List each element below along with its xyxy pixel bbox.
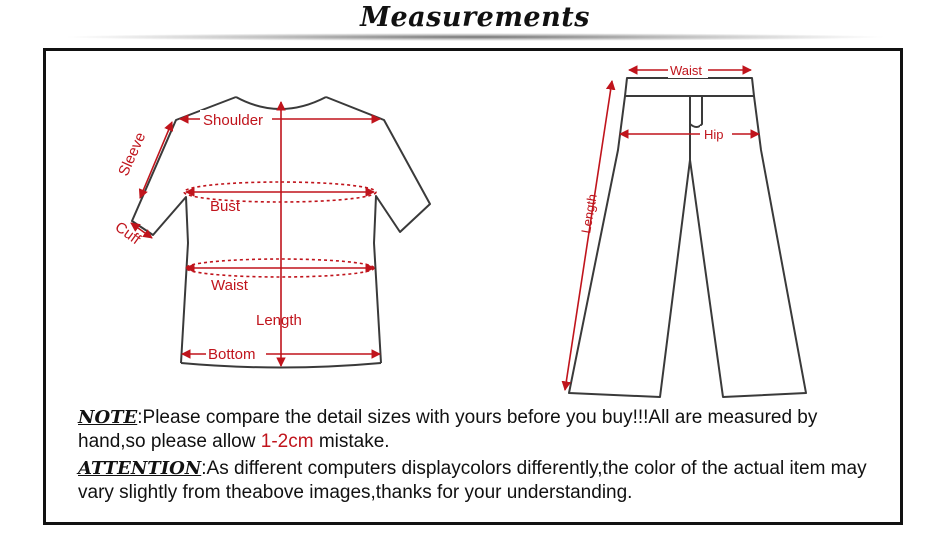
note-text-2: mistake. <box>313 431 390 452</box>
note-label: NOTE <box>78 407 138 428</box>
pants-length-arrow <box>565 81 612 390</box>
shirt-bottom-label: Bottom <box>208 346 256 363</box>
sleeve-arrow <box>140 122 172 198</box>
notes-section <box>78 406 888 508</box>
attention-paragraph <box>78 457 888 505</box>
shirt-bust-label: Bust <box>210 198 241 215</box>
pants-hip-label: Hip <box>704 127 724 142</box>
note-text-1: :Please compare the detail sizes with yours before you buy!!!All are measured by hand,so please allow <box>78 407 818 452</box>
note-paragraph <box>78 406 888 454</box>
attention-label: ATTENTION <box>78 458 202 479</box>
note-highlight: 1-2cm <box>260 431 314 452</box>
shirt-cuff-label: Cuff <box>111 218 144 249</box>
page-title: Measurements <box>360 2 590 33</box>
pants-length-label: Length <box>578 192 600 235</box>
shirt-sleeve-label: Sleeve <box>115 129 150 179</box>
pants-waist-label: Waist <box>670 63 703 78</box>
pants-measure-lines <box>565 70 759 390</box>
attention-text: :As different computers displaycolors differently,the color of the actual item may vary slightly from theabove images,thanks for your understanding. <box>78 458 867 503</box>
shirt-length-label: Length <box>256 312 302 329</box>
shirt-waist-label: Waist <box>211 277 248 294</box>
shirt-shoulder-label: Shoulder <box>203 112 264 129</box>
